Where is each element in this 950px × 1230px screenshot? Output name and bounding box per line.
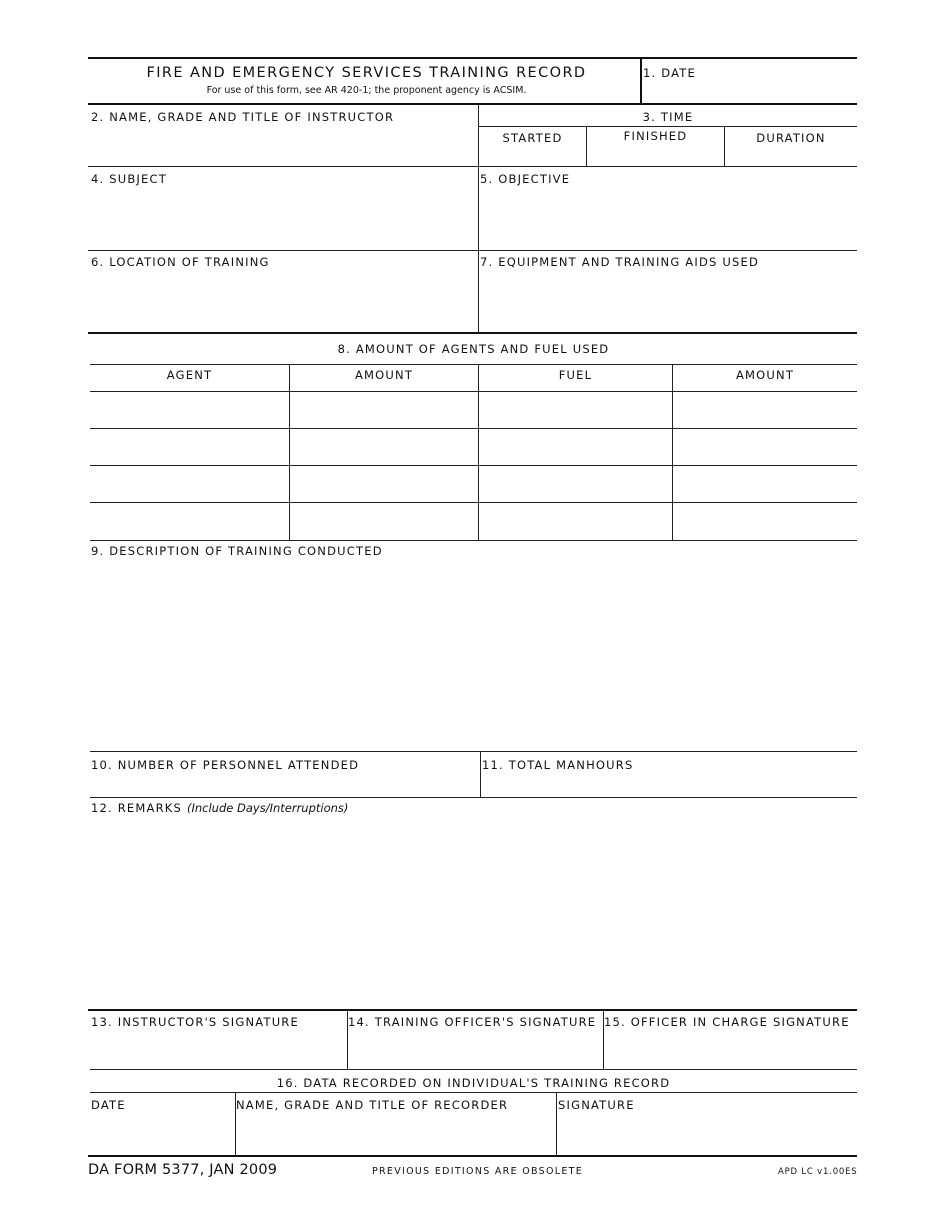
record-signature-label: SIGNATURE <box>558 1098 635 1112</box>
equipment-label: 7. EQUIPMENT AND TRAINING AIDS USED <box>480 255 760 269</box>
agent-cell[interactable] <box>90 503 289 540</box>
agent-amount-cell[interactable] <box>290 503 478 540</box>
officer-in-charge-signature-label: 15. OFFICER IN CHARGE SIGNATURE <box>604 1015 850 1029</box>
fuel-cell[interactable] <box>479 392 672 428</box>
agent-amount-cell[interactable] <box>290 466 478 502</box>
time-duration-field[interactable] <box>725 127 857 166</box>
form-version: APD LC v1.00ES <box>778 1167 858 1177</box>
subject-label: 4. SUBJECT <box>91 172 167 186</box>
fuel-amount-cell[interactable] <box>673 392 857 428</box>
agents-col-fuel: FUEL <box>558 368 593 382</box>
signatures-bottom-line <box>90 1069 857 1070</box>
fuel-cell[interactable] <box>479 429 672 465</box>
personnel-label: 10. NUMBER OF PERSONNEL ATTENDED <box>91 758 360 772</box>
instructor-field[interactable] <box>88 104 478 166</box>
agents-col-amount: AMOUNT <box>354 368 414 382</box>
agents-col-fuel-amount: AMOUNT <box>735 368 795 382</box>
time-finished-field[interactable] <box>587 127 724 166</box>
fuel-amount-cell[interactable] <box>673 503 857 540</box>
location-label: 6. LOCATION OF TRAINING <box>91 255 270 269</box>
remarks-note: (Include Days/Interruptions) <box>187 801 349 815</box>
manhours-label: 11. TOTAL MANHOURS <box>482 758 634 772</box>
training-officer-signature-field[interactable] <box>348 1011 603 1069</box>
agent-cell[interactable] <box>90 429 289 465</box>
agent-amount-cell[interactable] <box>290 429 478 465</box>
obsolete-notice: PREVIOUS EDITIONS ARE OBSOLETE <box>372 1166 584 1177</box>
record-title: 16. DATA RECORDED ON INDIVIDUAL'S TRAINING RECORD <box>276 1076 671 1090</box>
date-field[interactable] <box>641 58 857 103</box>
form-title: FIRE AND EMERGENCY SERVICES TRAINING RECORD <box>146 65 587 81</box>
objective-label: 5. OBJECTIVE <box>480 172 571 186</box>
instructor-label: 2. NAME, GRADE AND TITLE OF INSTRUCTOR <box>91 110 395 124</box>
row6-bottom-border <box>88 332 857 334</box>
agents-header-line <box>90 364 857 365</box>
fuel-amount-cell[interactable] <box>673 466 857 502</box>
instructor-signature-field[interactable] <box>88 1011 347 1069</box>
recorder-field[interactable] <box>236 1093 556 1155</box>
instructor-signature-label: 13. INSTRUCTOR'S SIGNATURE <box>91 1015 299 1029</box>
objective-field[interactable] <box>479 167 857 250</box>
form-subtitle: For use of this form, see AR 420-1; the proponent agency is ACSIM. <box>206 85 527 96</box>
subject-field[interactable] <box>88 167 478 250</box>
remarks-field[interactable] <box>88 798 857 1009</box>
agent-cell[interactable] <box>90 392 289 428</box>
time-label: 3. TIME <box>642 110 694 124</box>
description-label: 9. DESCRIPTION OF TRAINING CONDUCTED <box>91 544 383 558</box>
time-finished-label: FINISHED <box>623 129 688 143</box>
record-date-label: DATE <box>91 1098 126 1112</box>
bottom-border <box>88 1155 857 1157</box>
time-started-field[interactable] <box>479 127 586 166</box>
location-field[interactable] <box>88 251 478 332</box>
personnel-field[interactable] <box>88 752 480 797</box>
time-started-label: STARTED <box>502 131 563 145</box>
record-date-field[interactable] <box>88 1093 235 1155</box>
agent-cell[interactable] <box>90 466 289 502</box>
date-label: 1. DATE <box>643 66 696 80</box>
fuel-cell[interactable] <box>479 503 672 540</box>
agents-col-agent: AGENT <box>166 368 213 382</box>
manhours-field[interactable] <box>481 752 857 797</box>
fuel-amount-cell[interactable] <box>673 429 857 465</box>
fuel-cell[interactable] <box>479 466 672 502</box>
record-signature-field[interactable] <box>557 1093 857 1155</box>
training-officer-signature-label: 14. TRAINING OFFICER'S SIGNATURE <box>348 1015 597 1029</box>
agents-table-title: 8. AMOUNT OF AGENTS AND FUEL USED <box>337 342 610 356</box>
time-duration-label: DURATION <box>756 131 826 145</box>
officer-in-charge-signature-field[interactable] <box>604 1011 857 1069</box>
description-field[interactable] <box>88 541 857 751</box>
form-id: DA FORM 5377, JAN 2009 <box>88 1162 278 1178</box>
remarks-label: 12. REMARKS <box>91 801 183 815</box>
equipment-field[interactable] <box>479 251 857 332</box>
agent-amount-cell[interactable] <box>290 392 478 428</box>
recorder-label: NAME, GRADE AND TITLE OF RECORDER <box>236 1098 509 1112</box>
